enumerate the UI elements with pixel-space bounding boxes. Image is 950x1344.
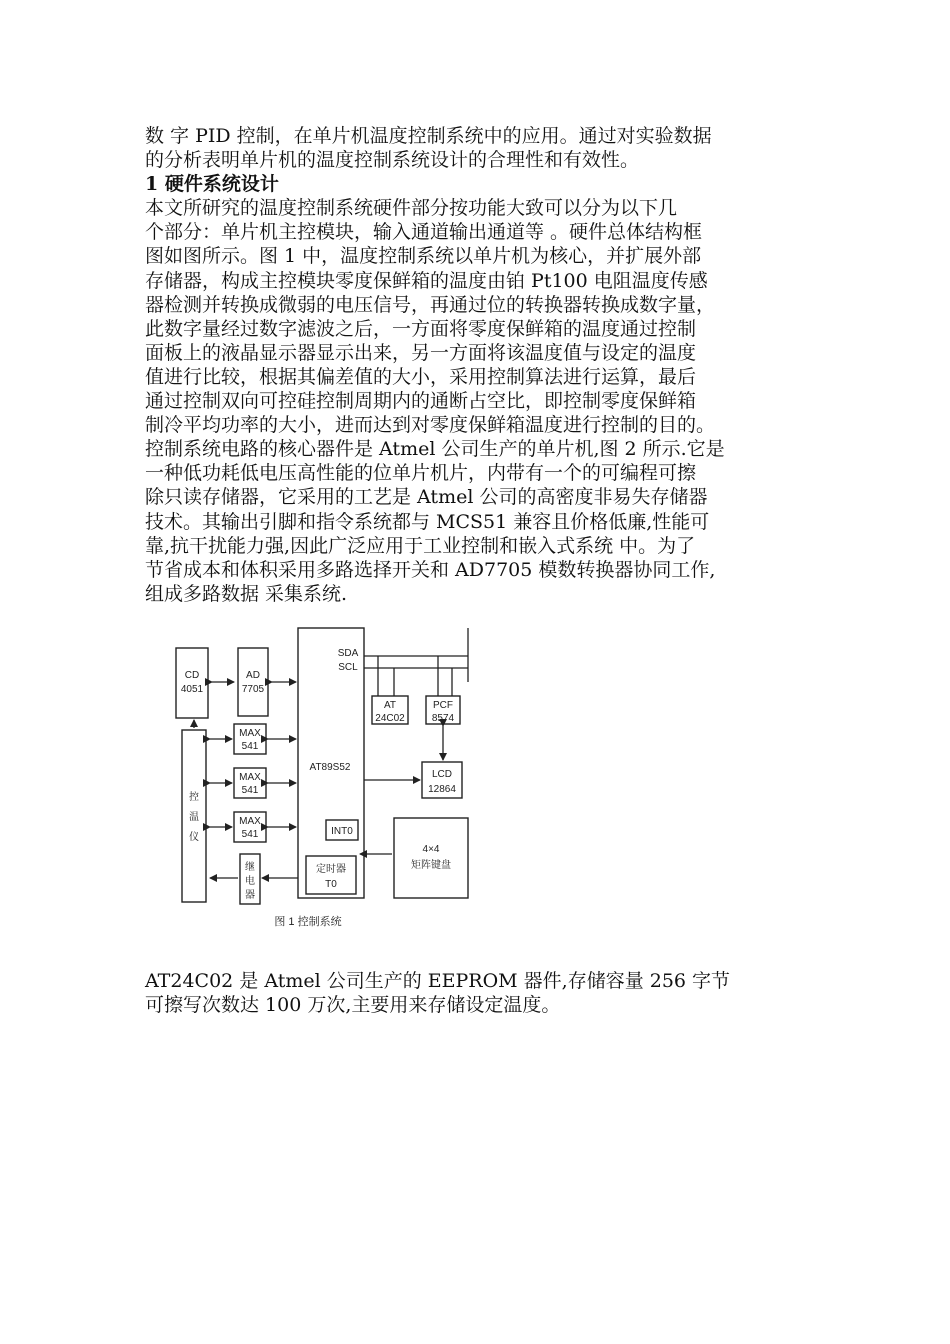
lcd-label: 12864	[428, 784, 456, 795]
relay-label: 电	[245, 876, 255, 887]
text-line: AT24C02 是 Atmel 公司生产的 EEPROM 器件,存储容量 256 字节	[145, 970, 731, 992]
max541-label: MAX	[239, 772, 261, 783]
relay-label: 继	[245, 862, 255, 873]
text-line: 值进行比较，根据其偏差值的大小，采用控制算法进行运算，最后	[145, 365, 697, 388]
max541-label: MAX	[239, 816, 261, 827]
text-line: 的分析表明单片机的温度控制系统设计的合理性和有效性。	[145, 149, 640, 172]
body-text-after-figure	[145, 969, 815, 1017]
text-line: 本文所研究的温度控制系统硬件部分按功能大致可以分为以下几	[145, 197, 678, 220]
max541-label: 541	[241, 829, 259, 840]
section-heading: 1 硬件系统设计	[145, 173, 279, 196]
connectors	[194, 682, 443, 878]
int0-label: INT0	[331, 826, 353, 837]
text-line: 制冷平均功率的大小，进而达到对零度保鲜箱温度进行控制的目的。	[145, 414, 716, 437]
cd4051-label: CD	[184, 670, 200, 681]
timer-label: T0	[325, 879, 337, 890]
text-line: 可擦写次数达 100 万次,主要用来存储设定温度。	[145, 994, 561, 1017]
bus-lines	[364, 628, 468, 696]
cd4051-block	[176, 648, 208, 718]
text-line: 控制系统电路的核心器件是 Atmel 公司生产的单片机,图 2 所示.它是	[145, 438, 725, 461]
scl-label: SCL	[338, 662, 358, 673]
control-system-block-diagram	[168, 622, 480, 934]
at24c02-label: 24C02	[375, 713, 405, 724]
text-line: 节省成本和体积采用多路选择开关和 AD7705 模数转换器协同工作,	[145, 558, 716, 581]
text-line: 靠,抗干扰能力强,因此广泛应用于工业控制和嵌入式系统 中。为了	[145, 534, 696, 557]
relay-label: 器	[245, 890, 255, 901]
ad7705-block	[238, 648, 268, 716]
sda-label: SDA	[337, 648, 359, 659]
text-line: 技术。其输出引脚和指令系统都与 MCS51 兼容且价格低廉,性能可	[145, 510, 710, 533]
body-text-before-figure	[145, 124, 815, 606]
ad7705-label: 7705	[241, 684, 265, 695]
timer-label: 定时器	[316, 864, 346, 875]
ad7705-label: AD	[246, 670, 260, 681]
max541-label: MAX	[239, 728, 261, 739]
text-line: 一种低功耗低电压高性能的位单片机片，内带有一个的可编程可擦	[145, 462, 697, 485]
at24c02-label: AT	[383, 700, 397, 711]
keypad-label: 矩阵键盘	[411, 860, 451, 871]
figure-caption: 图 1 控制系统	[274, 916, 342, 928]
keypad-block	[394, 818, 468, 898]
text-line: 组成多路数据 采集系统.	[145, 582, 348, 605]
pcf8574-label: 8574	[431, 713, 455, 724]
lcd-label: LCD	[431, 769, 453, 780]
text-line: 数 字 PID 控制，在单片机温度控制系统中的应用。通过对实验数据	[145, 125, 712, 147]
max541-label: 541	[241, 785, 259, 796]
pcf8574-label: PCF	[433, 700, 453, 711]
temperature-controller-label: 温	[189, 812, 199, 823]
keypad-label: 4×4	[422, 844, 440, 855]
text-line: 图如图所示。图 1 中，温度控制系统以单片机为核心，并扩展外部	[145, 245, 702, 268]
text-line: 此数字量经过数字滤波之后，一方面将零度保鲜箱的温度通过控制	[145, 317, 697, 340]
text-line: 个部分：单片机主控模块，输入通道输出通道等 。硬件总体结构框	[145, 221, 703, 244]
max541-label: 541	[241, 741, 259, 752]
text-line: 存储器，构成主控模块零度保鲜箱的温度由铂 Pt100 电阻温度传感	[145, 269, 708, 292]
text-line: 面板上的液晶显示器显示出来，另一方面将该温度值与设定的温度	[145, 341, 697, 364]
mcu-label: AT89S52	[309, 762, 351, 773]
temperature-controller-label: 控	[189, 792, 199, 803]
cd4051-label: 4051	[180, 684, 204, 695]
text-line: 器检测并转换成微弱的电压信号，再通过位的转换器转换成数字量，	[145, 293, 716, 316]
text-line: 除只读存储器，它采用的工艺是 Atmel 公司的高密度非易失存储器	[145, 486, 708, 509]
temperature-controller-label: 仪	[189, 832, 199, 843]
text-line: 通过控制双向可控硅控制周期内的通断占空比，即控制零度保鲜箱	[145, 390, 697, 413]
